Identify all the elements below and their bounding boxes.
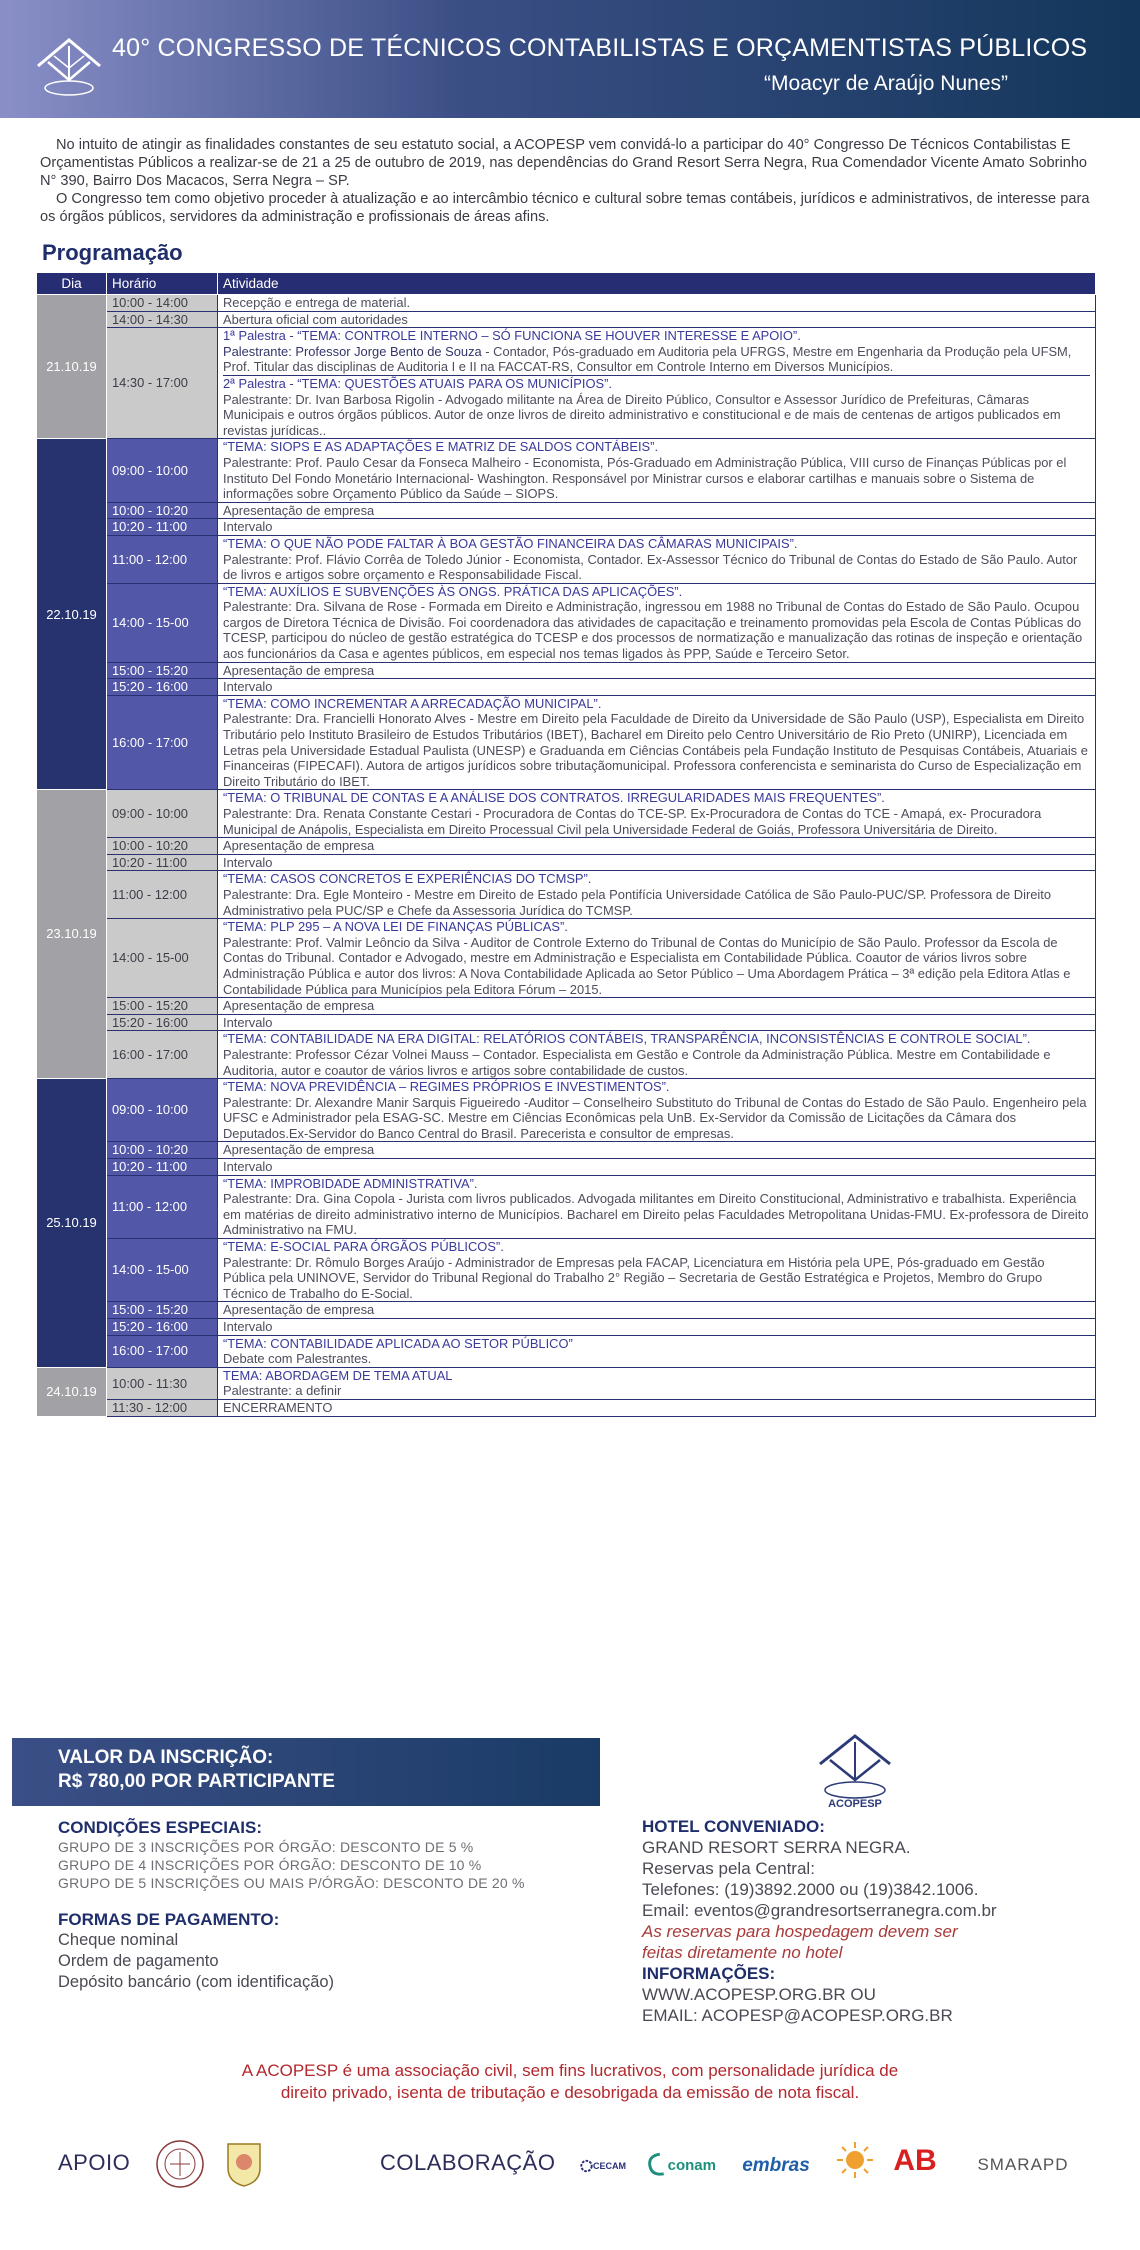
- speaker-bio: Palestrante: Dra. Gina Copola - Jurista com livros publicados. Advogada militantes em Direito Constitucional, Administrativo e trabalhista. Experiência em matérias de direito administrativo interno de Municípios. Bacharel em Direito pelas Faculdades Metropolitana Unidas-FMU. Ex-professora de Direito Administrativo na FMU.: [223, 1191, 1089, 1238]
- talk-theme: “TEMA: PLP 295 – A NOVA LEI DE FINANÇAS PÚBLICAS”.: [223, 919, 568, 935]
- activity-text: Abertura oficial com autoridades: [223, 311, 408, 327]
- activity-cell: [218, 583, 1096, 662]
- table-row: [37, 1031, 1096, 1079]
- time-cell: 16:00 - 17:00: [107, 695, 218, 790]
- activity-text: Intervalo: [223, 679, 273, 695]
- activity-text: Apresentação de empresa: [223, 1302, 375, 1318]
- table-row: [37, 679, 1096, 696]
- activity-cell: [218, 838, 1096, 855]
- table-row: [37, 439, 1096, 502]
- payment-item: Ordem de pagamento: [58, 1952, 219, 1970]
- talk-block: [223, 375, 1090, 438]
- activity-cell: [218, 1367, 1096, 1399]
- time-cell: 15:20 - 16:00: [107, 679, 218, 696]
- schedule-table: [36, 272, 1096, 1417]
- speaker-bio: Palestrante: a definir: [223, 1383, 342, 1399]
- header-day: Dia: [37, 273, 107, 295]
- table-row: [37, 583, 1096, 662]
- day-cell: 22.10.19: [37, 439, 107, 790]
- intro-paragraph-1: No intuito de atingir as finalidades constantes de seu estatuto social, a ACOPESP vem convidá-lo a participar do 40° Congresso De Técnicos Contabilistas E Orçamentistas Públicos a realizar-se de 21 a 25 de outubro de 2019, nas dependências do Grand Resort Serra Negra, Rua Comendador Vicente Amato Sobrinho N° 390, Bairro Dos Macacos, Serra Negra – SP.: [40, 137, 1088, 189]
- talk-theme: “TEMA: NOVA PREVIDÊNCIA – REGIMES PRÓPRIOS E INVESTIMENTOS”.: [223, 1079, 670, 1095]
- time-cell: 10:00 - 10:20: [107, 1142, 218, 1159]
- time-cell: 14:00 - 14:30: [107, 311, 218, 328]
- activity-cell: [218, 535, 1096, 583]
- intro-paragraph-2: O Congresso tem como objetivo proceder à atualização e ao intercâmbio técnico e cultural sobre temas contábeis, jurídicos e administrativos, de interesse para os órgãos públicos, servidores da administração e profissionais de áreas afins.: [40, 191, 1090, 225]
- activity-cell: [218, 295, 1096, 312]
- condition-item: GRUPO DE 4 INSCRIÇÕES POR ÓRGÃO: DESCONTO DE 10 %: [58, 1857, 482, 1873]
- activity-cell: [218, 1159, 1096, 1176]
- price-box: [12, 1738, 600, 1806]
- activity-cell: [218, 662, 1096, 679]
- table-row: [37, 662, 1096, 679]
- table-row: [37, 328, 1096, 439]
- activity-cell: [218, 1142, 1096, 1159]
- activity-cell: [218, 1319, 1096, 1336]
- talk-theme: “TEMA: E-SOCIAL PARA ÓRGÃOS PÚBLICOS”.: [223, 1239, 504, 1255]
- info-email-link[interactable]: EMAIL: ACOPESP@ACOPESP.ORG.BR: [642, 2006, 953, 2025]
- activity-text: Apresentação de empresa: [223, 838, 375, 854]
- hotel-phones: Telefones: (19)3892.2000 ou (19)3842.1006.: [642, 1880, 979, 1899]
- activity-cell: [218, 1175, 1096, 1238]
- talk-theme: “TEMA: CONTABILIDADE NA ERA DIGITAL: RELATÓRIOS CONTÁBEIS, TRANSPARÊNCIA, INCONSISTÊNCIAS E CONTROLE SOCIAL”.: [223, 1031, 1031, 1047]
- footer-note-line: A ACOPESP é uma associação civil, sem fins lucrativos, com personalidade jurídica de: [241, 2061, 899, 2080]
- time-cell: 10:00 - 10:20: [107, 502, 218, 519]
- price-value: R$ 780,00 POR PARTICIPANTE: [58, 1771, 335, 1792]
- time-cell: 14:30 - 17:00: [107, 328, 218, 439]
- hotel-note: As reservas para hospedagem devem ser: [642, 1922, 958, 1941]
- day-cell: 25.10.19: [37, 1079, 107, 1368]
- activity-text: Intervalo: [223, 1159, 273, 1175]
- apoio-label: APOIO: [58, 2150, 131, 2175]
- table-row: [37, 1175, 1096, 1238]
- speaker-bio: Palestrante: Dra. Renata Constante Cestari - Procuradora de Contas do TCE-SP. Ex-Procuradora de Contas do TCE - Amapá, ex- Procuradora Municipal de Anápolis, Especialista em Direito Processual Civil pela Universidade Federal de Goiás, Professora Universitária de Direito.: [223, 806, 1042, 837]
- time-cell: 09:00 - 10:00: [107, 439, 218, 502]
- condition-item: GRUPO DE 3 INSCRIÇÕES POR ÓRGÃO: DESCONTO DE 5 %: [58, 1839, 474, 1855]
- activity-cell: [218, 790, 1096, 838]
- condition-item: GRUPO DE 5 INSCRIÇÕES OU MAIS P/ÓRGÃO: DESCONTO DE 20 %: [58, 1875, 525, 1891]
- talk-theme: “TEMA: O TRIBUNAL DE CONTAS E A ANÁLISE DOS CONTRATOS. IRREGULARIDADES MAIS FREQUENTES”.: [223, 790, 885, 806]
- time-cell: 11:00 - 12:00: [107, 535, 218, 583]
- speaker-bio: Palestrante: Dr. Ivan Barbosa Rigolin - Advogado militante na Área de Direito Público, Consultor e Assessor Jurídico de Prefeituras, Câmaras Municipais e outros órgãos públicos. Autor de onze livros de direito administrativo e constitucional e de mais de centenas de artigos publicados em revistas jurídicas..: [223, 391, 1061, 438]
- talk-theme: 2ª Palestra - “TEMA: QUESTÕES ATUAIS PARA OS MUNICÍPIOS”.: [223, 375, 612, 391]
- table-row: [37, 1319, 1096, 1336]
- info-title: INFORMAÇÕES:: [642, 1964, 776, 1983]
- activity-text: Apresentação de empresa: [223, 662, 375, 678]
- acopesp-logo-icon: [812, 1730, 898, 1810]
- footer-note: [40, 2060, 1100, 2104]
- time-cell: 14:00 - 15-00: [107, 1239, 218, 1302]
- table-row: [37, 1079, 1096, 1142]
- activity-cell: [218, 1031, 1096, 1079]
- page-subtitle: “Moacyr de Araújo Nunes”: [764, 72, 1008, 95]
- table-row: [37, 790, 1096, 838]
- talk-theme: “TEMA: O QUE NÃO PODE FALTAR À BOA GESTÃO FINANCEIRA DAS CÂMARAS MUNICIPAIS”.: [223, 535, 798, 551]
- talk-theme: “TEMA: CONTABILIDADE APLICADA AO SETOR PÚBLICO”: [223, 1335, 573, 1351]
- table-row: [37, 535, 1096, 583]
- time-cell: 09:00 - 10:00: [107, 1079, 218, 1142]
- activity-text: Intervalo: [223, 854, 273, 870]
- time-cell: 16:00 - 17:00: [107, 1335, 218, 1367]
- activity-text: Apresentação de empresa: [223, 1142, 375, 1158]
- sponsor-conam-logo: conam: [646, 2146, 716, 2184]
- talk-theme: “TEMA: COMO INCREMENTAR A ARRECADAÇÃO MUNICIPAL”.: [223, 695, 602, 711]
- conditions-title: CONDIÇÕES ESPECIAIS:: [58, 1818, 263, 1837]
- hotel-reservations: Reservas pela Central:: [642, 1859, 815, 1878]
- table-row: [37, 1367, 1096, 1399]
- payment-methods: [58, 1910, 618, 1993]
- speaker-bio: - Contador, Pós-graduado em Auditoria pela UFRGS, Mestre em Engenharia da Produção pela UFSM, Prof. Titular das disciplinas de Auditoria I e II na FACCAT-RS, Consultor em Controle Interno em Diversos Municípios.: [223, 343, 1072, 375]
- time-cell: 15:20 - 16:00: [107, 1014, 218, 1031]
- speaker-bio: Palestrante: Prof. Valmir Leôncio da Silva - Auditor de Controle Externo do Tribunal de Contas do Município de São Paulo. Professor da Escola de Contas do Tribunal. Contador e Advogado, mestre em Administração e Especialista em Contabilidade Pública. Coautor de vários livros sobre Administração Pública e autor dos livros: A Nova Contabilidade Aplicada ao Setor Público – Uma Abordagem Prática – 3ª edição pela Editora Atlas e Contabilidade Pública para Municípios pela Editora Fórum – 2015.: [223, 934, 1071, 997]
- table-row: [37, 1159, 1096, 1176]
- header-activity: Atividade: [218, 273, 1096, 295]
- hotel-email[interactable]: Email: eventos@grandresortserranegra.com.br: [642, 1901, 997, 1920]
- table-row: [37, 838, 1096, 855]
- time-cell: 15:00 - 15:20: [107, 998, 218, 1015]
- special-conditions: [58, 1818, 618, 1892]
- program-title: Programação: [42, 240, 183, 265]
- activity-text: Intervalo: [223, 1319, 273, 1334]
- sponsor-cecam-logo: CECAM: [580, 2148, 626, 2184]
- table-row: [37, 1335, 1096, 1367]
- price-label: VALOR DA INSCRIÇÃO:: [58, 1747, 274, 1768]
- speaker-bio: Palestrante: Dr. Alexandre Manir Sarquis Figueiredo -Auditor – Conselheiro Substituto do Tribunal de Contas do Estado de São Paulo. Engenheiro pela UFSC e Administrador pela ESAG-SC. Mestre em Ciências Econômicas pela UnB. Ex-Servidor da Comissão de Licitações da Câmara dos Deputados.Ex-Servidor do Banco Central do Brasil. Parecerista e consultor de empresas.: [223, 1094, 1087, 1141]
- activity-cell: [218, 1239, 1096, 1302]
- activity-text: Intervalo: [223, 1014, 273, 1030]
- speaker-name: Palestrante: Professor Jorge Bento de Souza: [223, 343, 482, 359]
- day-cell: 21.10.19: [37, 295, 107, 439]
- acopesp-logo-icon: [34, 36, 104, 98]
- payment-item: Cheque nominal: [58, 1931, 179, 1949]
- time-cell: 10:00 - 10:20: [107, 838, 218, 855]
- hotel-name: GRAND RESORT SERRA NEGRA.: [642, 1838, 911, 1857]
- sponsor-smarapd-logo: SMARAPD: [977, 2155, 1069, 2174]
- day-cell: 24.10.19: [37, 1367, 107, 1416]
- cecam-icon: [580, 2156, 593, 2176]
- intro-text: [40, 136, 1092, 226]
- footer-note-line: direito privado, isenta de tributação e desobrigada da emissão de nota fiscal.: [280, 2083, 860, 2102]
- talk-block: [223, 328, 1090, 375]
- activity-cell: [218, 854, 1096, 871]
- svg-text:AB: AB: [893, 2144, 937, 2177]
- time-cell: 09:00 - 10:00: [107, 790, 218, 838]
- time-cell: 14:00 - 15-00: [107, 583, 218, 662]
- page-title: 40° CONGRESSO DE TÉCNICOS CONTABILISTAS E ORÇAMENTISTAS PÚBLICOS: [112, 34, 1088, 62]
- sponsor-embras-logo: embras: [742, 2155, 810, 2176]
- activity-cell: [218, 311, 1096, 328]
- activity-cell: [218, 502, 1096, 519]
- colaboracao-label: COLABORAÇÃO: [380, 2150, 556, 2175]
- table-row: [37, 1302, 1096, 1319]
- table-row: [37, 871, 1096, 919]
- activity-cell: [218, 998, 1096, 1015]
- speaker-bio: Palestrante: Dra. Silvana de Rose - Formada em Direito e Administração, ingressou em 1988 no Tribunal de Contas do Estado de São Paulo. Ocupou cargos de Diretora Técnica de Divisão. Foi coordenadora das atividades de capacitação e treinamento promovidas pela Escola de Contas Públicas do TCESP, participou do núcleo de gestão estratégica do TCESP e dos processos de normatização e manualização das rotinas de inspeção e orientação aos funcionários da Casa e agentes públicos, em especial nos temas ligados às PPP, Saúde e Terceiro Setor.: [223, 599, 1083, 662]
- time-cell: 10:20 - 11:00: [107, 1159, 218, 1176]
- day-cell: 23.10.19: [37, 790, 107, 1079]
- activity-cell: [218, 695, 1096, 790]
- talk-theme: “TEMA: SIOPS E AS ADAPTAÇÕES E MATRIZ DE SALDOS CONTÁBEIS”.: [223, 439, 659, 455]
- table-row: [37, 1239, 1096, 1302]
- activity-cell: [218, 871, 1096, 919]
- conam-icon: [646, 2150, 668, 2180]
- hotel-title: HOTEL CONVENIADO:: [642, 1817, 825, 1836]
- header-time: Horário: [107, 273, 218, 295]
- time-cell: 15:20 - 16:00: [107, 1319, 218, 1336]
- table-row: [37, 1142, 1096, 1159]
- time-cell: 14:00 - 15-00: [107, 919, 218, 998]
- time-cell: 15:00 - 15:20: [107, 662, 218, 679]
- activity-cell: [218, 439, 1096, 502]
- table-row: [37, 854, 1096, 871]
- apoio-shield-icon: [224, 2140, 264, 2188]
- table-row: [37, 919, 1096, 998]
- sponsor-ab-icon: [892, 2142, 938, 2182]
- table-row: [37, 998, 1096, 1015]
- activity-cell: [218, 679, 1096, 696]
- talk-theme: “TEMA: IMPROBIDADE ADMINISTRATIVA”.: [223, 1175, 478, 1191]
- apoio-seal-icon: [152, 2138, 208, 2190]
- activity-text: Intervalo: [223, 519, 273, 535]
- activity-cell: [218, 328, 1096, 439]
- speaker-bio: Palestrante: Dra. Francielli Honorato Alves - Mestre em Direito pela Faculdade de Direito da Universidade de São Paulo (USP), Especialista em Direito Tributário pelo Instituto Brasileiro de Estudos Tributários (IBET), Bacharel em Direito pelo Centro Universitário de Rio Preto (UNIRP), Licenciada em Letras pela Universidade Estadual Paulista (UNESP) e Graduanda em Ciências Contábeis pela Fundação Instituto de Pesquisas Contábeis, Atuariais e Financeiras (FIPECAFI). Autora de artigos jurídicos sobre tributaçãomunicipal. Professora conferencista e seminarista do Curso de Especialização em Direito Tributário do IBET.: [223, 711, 1088, 789]
- hotel-note: feitas diretamente no hotel: [642, 1943, 843, 1962]
- time-cell: 11:30 - 12:00: [107, 1399, 218, 1416]
- payment-title: FORMAS DE PAGAMENTO:: [58, 1910, 280, 1929]
- activity-cell: [218, 1014, 1096, 1031]
- time-cell: 10:00 - 11:30: [107, 1367, 218, 1399]
- schedule-header-row: [37, 273, 1096, 295]
- hotel-info: [642, 1816, 1112, 2026]
- activity-text: Apresentação de empresa: [223, 502, 375, 518]
- header-banner: [0, 0, 1140, 118]
- speaker-bio: Palestrante: Professor Cézar Volnei Mauss – Contador. Especialista em Gestão e Controle da Administração Pública. Mestre em Contabilidade e Auditoria, autor e coautor de vários livros e artigos sobre contabilidade de custos.: [223, 1046, 1051, 1078]
- activity-text: ENCERRAMENTO: [223, 1399, 333, 1415]
- sponsor-sun-icon: [834, 2140, 876, 2186]
- activity-cell: [218, 1399, 1096, 1416]
- activity-cell: [218, 519, 1096, 536]
- table-row: [37, 295, 1096, 312]
- speaker-bio: Palestrante: Prof. Paulo Cesar da Fonseca Malheiro - Economista, Pós-Graduado em Administração Pública, VIII curso de Finanças Públicas por el Instituto Del Fondo Monetário Internacional- Washington. Responsável por Ministrar cursos e elaborar cartilhas e manuais sobre o Sistema de informações sobre Orçamento Público da Saúde – SIOPS.: [223, 454, 1067, 502]
- speaker-bio: Palestrante: Prof. Flávio Corrêa de Toledo Júnior - Economista, Contador. Ex-Assessor Técnico do Tribunal de Contas do Estado de São Paulo. Autor de livros e artigos sobre orçamento e Responsabilidade Fiscal.: [223, 551, 1078, 583]
- time-cell: 10:00 - 14:00: [107, 295, 218, 312]
- activity-cell: [218, 919, 1096, 998]
- activity-cell: [218, 1302, 1096, 1319]
- talk-theme: “TEMA: AUXÍLIOS E SUBVENÇÕES ÀS ONGS. PRÁTICA DAS APLICAÇÕES”.: [223, 583, 683, 599]
- talk-theme: “TEMA: CASOS CONCRETOS E EXPERIÊNCIAS DO TCMSP”.: [223, 871, 592, 887]
- talk-theme: TEMA: ABORDAGEM DE TEMA ATUAL: [223, 1367, 453, 1383]
- activity-cell: [218, 1335, 1096, 1367]
- time-cell: 11:00 - 12:00: [107, 1175, 218, 1238]
- time-cell: 11:00 - 12:00: [107, 871, 218, 919]
- activity-text: Apresentação de empresa: [223, 998, 375, 1014]
- speaker-bio: Palestrante: Dra. Egle Monteiro - Mestre em Direito de Estado pela Pontifícia Universidade Católica de São Paulo-PUC/SP. Professora de Direito Administrativo pela PUC/SP e Chefe da Assessoria Jurídica do TCMSP.: [223, 886, 1052, 918]
- activity-text: Recepção e entrega de material.: [223, 295, 411, 310]
- table-row: [37, 502, 1096, 519]
- table-row: [37, 519, 1096, 536]
- talk-theme: 1ª Palestra - “TEMA: CONTROLE INTERNO – SÓ FUNCIONA SE HOUVER INTERESSE E APOIO”.: [223, 328, 801, 344]
- speaker-bio: Palestrante: Dr. Rômulo Borges Araújo - Administrador de Empresas pela FACAP, Licenciatura em História pela UPE, Pós-graduado em Gestão Pública pela UNINOVE, Servidor do Tribunal Regional do Trabalho 2° Região – Secretaria de Gestão Estratégica e Projetos, Membro do Grupo Técnico de Trabalho do E-Social.: [223, 1254, 1045, 1301]
- speaker-bio: Debate com Palestrantes.: [223, 1351, 372, 1367]
- table-row: [37, 1014, 1096, 1031]
- info-site-link[interactable]: WWW.ACOPESP.ORG.BR OU: [642, 1985, 876, 2004]
- svg-text:ACOPESP: ACOPESP: [828, 1798, 882, 1810]
- time-cell: 10:20 - 11:00: [107, 854, 218, 871]
- table-row: [37, 1399, 1096, 1416]
- payment-item: Depósito bancário (com identificação): [58, 1973, 335, 1991]
- table-row: [37, 695, 1096, 790]
- time-cell: 10:20 - 11:00: [107, 519, 218, 536]
- table-row: [37, 311, 1096, 328]
- activity-cell: [218, 1079, 1096, 1142]
- time-cell: 16:00 - 17:00: [107, 1031, 218, 1079]
- time-cell: 15:00 - 15:20: [107, 1302, 218, 1319]
